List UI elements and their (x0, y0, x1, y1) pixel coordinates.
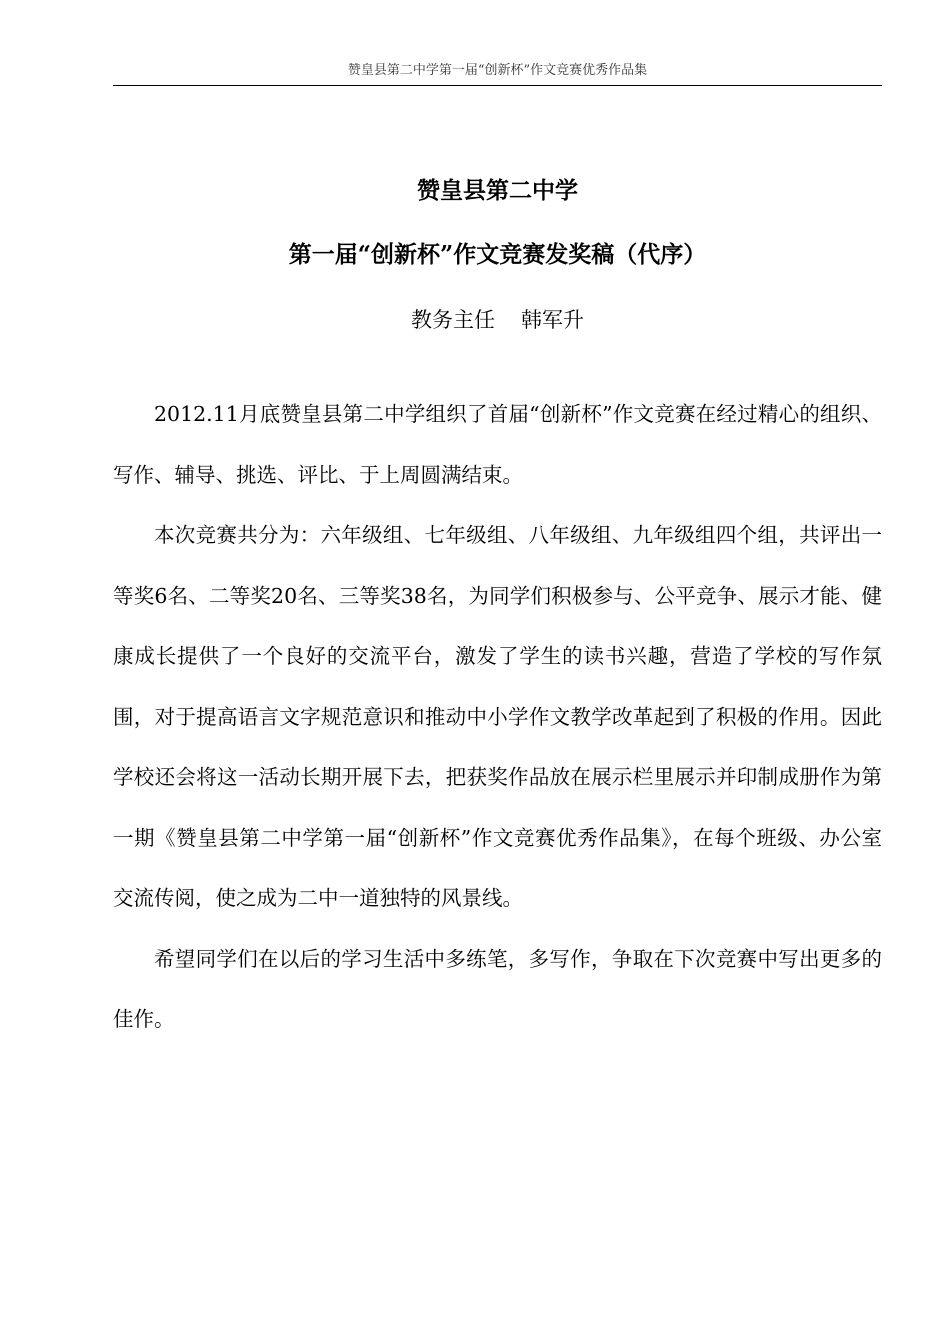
author-position: 教务主任 (411, 308, 495, 332)
paragraph-intro: 2012.11月底赞皇县第二中学组织了首届“创新杯”作文竞赛在经过精心的组织、写作、辅导、挑选、评比、于上周圆满结束。 (113, 402, 882, 487)
page-subtitle: 第一届“创新杯”作文竞赛发奖稿（代序） (288, 241, 707, 268)
paragraph-closing: 希望同学们在以后的学习生活中多练笔，多写作，争取在下次竞赛中写出更多的佳作。 (113, 946, 882, 1031)
paragraph-results: 本次竞赛共分为：六年级组、七年级组、八年级组、九年级组四个组，共评出一等奖6名、二等奖20名、三等奖38名，为同学们积极参与、公平竞争、展示才能、健康成长提供了一个良好的交流平台，激发了学生的读书兴趣，营造了学校的写作氛围，对于提高语言文字规范意识和推动中小学作文教学改革起到了积极的作用。因此学校还会将这一活动长期开展下去，把获奖作品放在展示栏里展示并印制成册作为第一期《赞皇县第二中学第一届“创新杯”作文竞赛优秀作品集》，在每个班级、办公室交流传阅，使之成为二中一道独特的风景线。 (113, 523, 882, 910)
running-header: 赞皇县第二中学第一届“创新杯”作文竞赛优秀作品集 (347, 63, 648, 78)
header-divider (113, 85, 882, 86)
document-body (113, 384, 882, 1050)
author-name: 韩军升 (521, 308, 584, 332)
page-title: 赞皇县第二中学 (417, 177, 578, 204)
byline (113, 305, 882, 335)
